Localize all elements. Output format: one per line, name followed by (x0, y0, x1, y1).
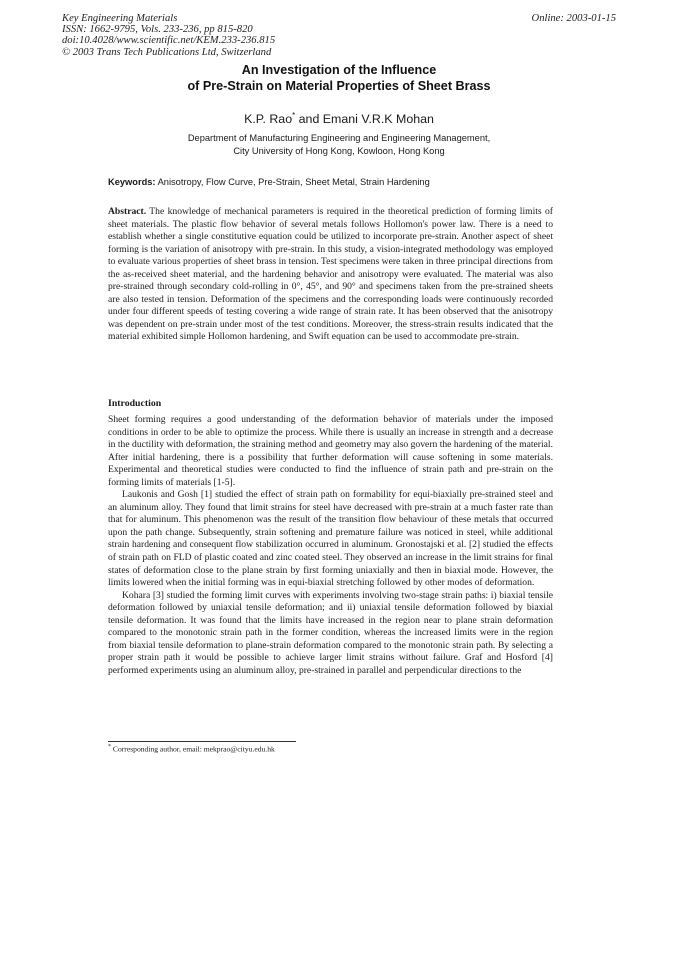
affiliation-line-2: City University of Hong Kong, Kowloon, Hong Kong (233, 145, 445, 156)
author-line (80, 108, 598, 127)
doi-line: doi:10.4028/www.scientific.net/KEM.233-236.815 (62, 35, 276, 47)
title-line-1: An Investigation of the Influence (241, 63, 437, 77)
abstract (108, 206, 553, 344)
title-line-2: of Pre-Strain on Material Properties of Sheet Brass (187, 79, 491, 93)
keywords (108, 176, 578, 188)
publication-info (62, 13, 275, 58)
copyright-line: © 2003 Trans Tech Publications Ltd, Switzerland (62, 46, 272, 58)
footnote (108, 742, 275, 755)
corresponding-mark: * (292, 111, 296, 120)
journal-name: Key Engineering Materials (62, 13, 178, 24)
introduction-heading: Introduction (108, 398, 162, 409)
intro-paragraph-1: Sheet forming requires a good understanding of the deformation behavior of materials under the imposed conditions in order to be able to optimize the process. While there is usually an increase in strength and a decrease in the ductility with deformation, the straining method and geometry may also govern the hardening of the material. After initial hardening, there is a possibility that further deformation will cause softening in some materials. Experimental and theoretical studies were conducted to find the influence of strain path and pre-strain on the forming limits of materials [1-5]. (108, 414, 553, 488)
keywords-text: Anisotropy, Flow Curve, Pre-Strain, Sheet Metal, Strain Hardening (155, 177, 430, 187)
keywords-label: Keywords: (108, 177, 156, 187)
footnote-text: Corresponding author, email: mekprao@cityu.edu.hk (111, 744, 275, 754)
issn-line: ISSN: 1662-9795, Vols. 233-236, pp 815-820 (62, 24, 253, 36)
author-2: and Emani V.R.K Mohan (295, 112, 434, 127)
introduction-body (108, 414, 553, 677)
intro-paragraph-2: Laukonis and Gosh [1] studied the effect of strain path on formability for equi-biaxially pre-strained steel and an aluminum alloy. They found that limit strains for steel have decreased with pre-strain at a much faster rate than that for aluminum. This phenomenon was the result of the transition flow behaviour of these metals that occurred upon the path change. Subsequently, strain softening and premature failure was noticed in steel, while additional strain hardening and consequent flow stabilization occurred in aluminum. Gronostajski et al. [2] studied the effects of strain path on FLD of plastic coated and zinc coated steel. They observed an increase in the limit strains for final states of deformation close to the plane strain by first forming uniaxially and then in biaxial mode. However, the limits lowered when the initial forming was in equi-biaxial stretching followed by other modes of deformation. (108, 489, 553, 589)
online-date: Online: 2003-01-15 (531, 13, 616, 24)
affiliation-line-1: Department of Manufacturing Engineering and Engineering Management, (187, 133, 491, 143)
affiliation (80, 132, 598, 157)
abstract-label: Abstract. (108, 206, 147, 217)
paper-title (80, 62, 598, 94)
author-1: K.P. Rao (244, 112, 293, 127)
intro-paragraph-3: Kohara [3] studied the forming limit curves with experiments involving two-stage strain paths: i) biaxial tensile deformation followed by uniaxial tensile deformation; and ii) uniaxial tensile deformation followed by biaxial tensile deformation. It was found that the limits have increased in the region near to plane strain deformation compared to the monotonic strain path in the former condition, whereas the increased limits were in the region from biaxial tensile deformation to plane-strain deformation compared to the monotonic strain path. By selecting a proper strain path it would be possible to achieve larger limit strains without failure. Graf and Hosford [4] performed experiments using an aluminum alloy, pre-strained in parallel and perpendicular directions to the (108, 589, 553, 676)
footnote-mark: * (108, 744, 111, 750)
abstract-text: The knowledge of mechanical parameters is required in the theoretical prediction of forming limits of sheet materials. The plastic flow behavior of several metals follows Hollomon's power law. There is a need to establish whether a single constitutive equation could be utilized to incorporate pre-strain. Another aspect of sheet forming is the variation of anisotropy with pre-strain. In this study, a vision-integrated methodology was employed to evaluate various properties of sheet brass in tension. Test specimens were taken in three principal directions from the as-received sheet material, and the hardening behavior and anisotropy were evaluated. The material was also pre-strained through secondary cold-rolling in 0°, 45°, and 90° and specimens taken from the pre-strained sheets are also tested in tension. Deformation of the specimens and the corresponding loads were continuously recorded under four different speeds of testing covering a wide range of strain rate. It has been observed that the anisotropy was dependent on pre-strain under most of the test conditions. Moreover, the stress-strain results indicated that the material exhibited simple Hollomon hardening, and Swift equation can be used to accommodate pre-strain. (108, 206, 553, 343)
